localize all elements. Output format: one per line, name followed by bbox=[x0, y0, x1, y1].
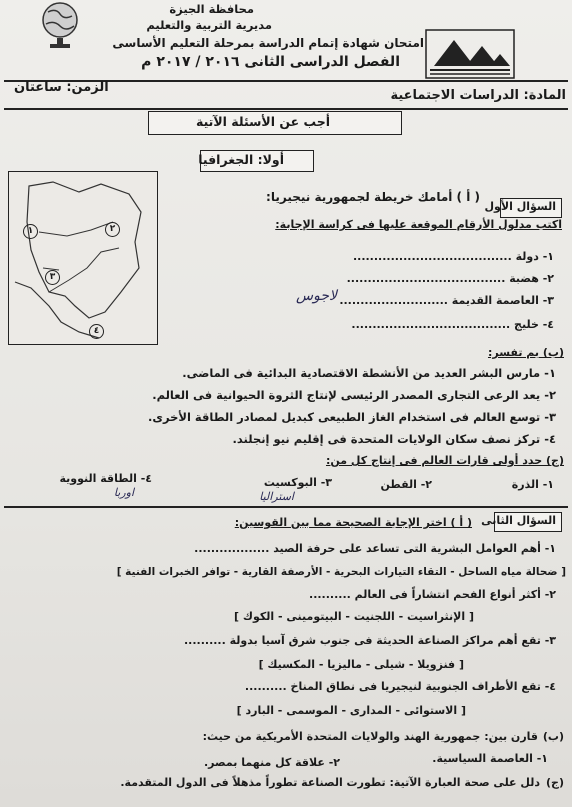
subject-line: المادة: الدراسات الاجتماعية bbox=[390, 88, 566, 103]
q1-part-b: (ب) بم تفسر: bbox=[487, 346, 564, 359]
time-line: الزمن: ساعتان bbox=[14, 80, 109, 95]
reason-item: ٢- يعد الرعى التجارى المصدر الرئيسى لإنتاج الثروة الحيوانية فى العالم. bbox=[152, 388, 556, 402]
divider bbox=[4, 506, 568, 508]
q2-part-c-label: (ج) bbox=[546, 776, 564, 789]
product-item: ٤- الطاقة النووية bbox=[59, 472, 152, 485]
compare-item: ٢- علاقة كل منهما بمصر. bbox=[204, 756, 340, 769]
q2-part-b: قارن بين: جمهورية الهند والولايات المتحدة الأمريكية من حيث: bbox=[202, 730, 538, 743]
handwritten-note: استراليا bbox=[259, 490, 294, 503]
directorate: مديرية التربية والتعليم bbox=[146, 18, 272, 32]
pyramids-logo-icon bbox=[424, 28, 516, 80]
reason-item: ٤- تركز نصف سكان الولايات المتحدة فى إقليم نيو إنجلند. bbox=[232, 432, 556, 446]
map-number-4: ٤ bbox=[89, 324, 104, 339]
product-item: ١- الذرة bbox=[511, 478, 554, 491]
q1-item: ٣- العاصمة القديمة .......................... bbox=[339, 294, 554, 307]
nigeria-map bbox=[8, 171, 158, 345]
q1-part-c: (ج) حدد أولى قارات العالم فى إنتاج كل من: bbox=[325, 454, 564, 467]
globe-logo-icon bbox=[38, 0, 82, 50]
q1-part-a: ( أ ) أمامك خريطة لجمهورية نيجيريا: bbox=[266, 190, 480, 204]
q1-item: ٢- هضبة ...................................... bbox=[346, 272, 554, 285]
mcq-options: [ الاستوائى - المدارى - الموسمى - البارد ] bbox=[236, 704, 466, 717]
mcq-question: ٤- تقع الأطراف الجنوبية لنيجيريا فى نطاق المناخ .......... bbox=[244, 680, 556, 693]
product-item: ٣- البوكسيت bbox=[263, 476, 332, 489]
handwritten-note: اوربا bbox=[113, 486, 134, 499]
section-title: أولا: الجغرافيا bbox=[198, 152, 284, 167]
mcq-options: [ فنزويلا - شيلى - ماليزيا - المكسيك ] bbox=[258, 658, 464, 671]
exam-term: الفصل الدراسى الثانى ٢٠١٦ / ٢٠١٧ م bbox=[141, 54, 400, 70]
map-number-1: ١ bbox=[23, 224, 38, 239]
q1-item: ١- دولة ...................................... bbox=[352, 250, 554, 263]
q1-instruction: اكتب مدلول الأرقام الموقعة عليها فى كراسة الإجابة: bbox=[275, 218, 562, 231]
mcq-options: [ ضحالة مياه الساحل - التقاء التيارات البحرية - الأرصفة القارية - توافر الخبرات الفنية ] bbox=[116, 566, 566, 578]
mcq-question: ٣- تقع أهم مراكز الصناعة الحديثة فى جنوب شرق آسيا بدولة .......... bbox=[184, 634, 556, 647]
mcq-question: ١- أهم العوامل البشرية التى تساعد على حرفة الصيد .................. bbox=[194, 542, 556, 555]
map-number-2: ٢ bbox=[105, 222, 120, 237]
q1-label: السؤال الأول bbox=[484, 200, 556, 213]
q2-part-a: ( أ ) اختر الإجابة الصحيحة مما بين القوسين: bbox=[234, 516, 472, 529]
map-drawing bbox=[9, 172, 157, 344]
reason-item: ٣- توسع العالم فى استخدام الغاز الطبيعى كبديل لمصادر الطاقة الأخرى. bbox=[148, 410, 556, 424]
map-number-3: ٣ bbox=[45, 270, 60, 285]
q2-part-c: دلل على صحة العبارة الآتية: تطورت الصناعة تطوراً مذهلاً فى الدول المتقدمة. bbox=[120, 776, 540, 789]
mcq-question: ٢- أكثر أنواع الفحم انتشاراً فى العالم .......... bbox=[309, 588, 556, 601]
exam-title: امتحان شهادة إتمام الدراسة بمرحلة التعليم الأساسى bbox=[112, 36, 424, 50]
instructions: أجب عن الأسئلة الآتية bbox=[195, 114, 330, 129]
governorate: محافظة الجيزة bbox=[169, 2, 254, 16]
divider bbox=[4, 108, 568, 110]
q2-part-b-label: (ب) bbox=[542, 730, 564, 743]
mcq-options: [ الإنثراسيت - اللجنيت - البيتومينى - الكوك ] bbox=[234, 610, 474, 623]
reason-item: ١- مارس البشر العديد من الأنشطة الاقتصادية البدائية فى الماضى. bbox=[182, 366, 556, 380]
compare-item: ١- العاصمة السياسية. bbox=[432, 752, 548, 765]
q1-item: ٤- خليج ...................................... bbox=[351, 318, 554, 331]
product-item: ٢- القطن bbox=[380, 478, 432, 491]
handwritten-answer: لاجوس bbox=[296, 288, 337, 304]
q2-label: السؤال الثانى bbox=[481, 514, 556, 527]
